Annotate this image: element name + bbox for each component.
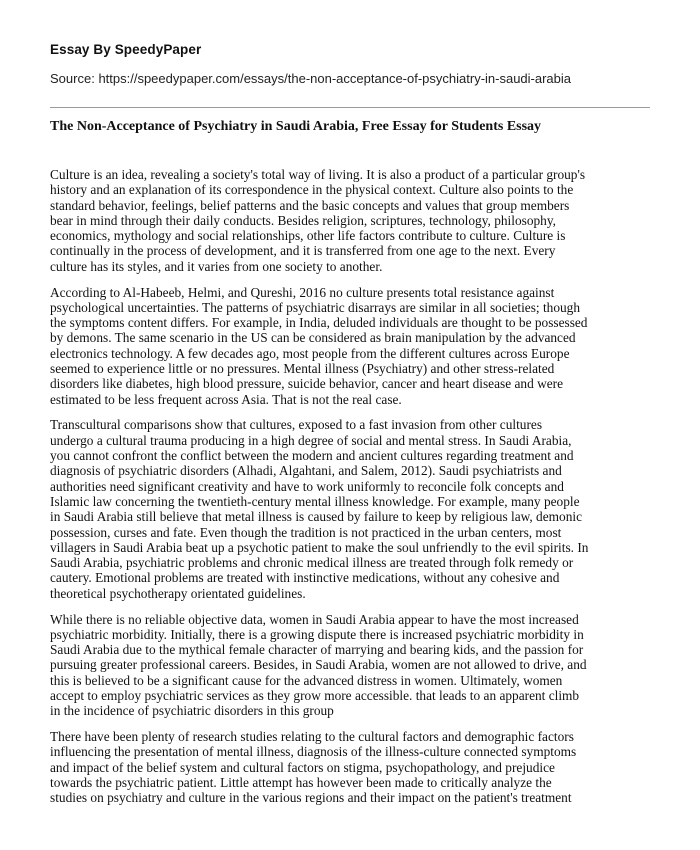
paragraph-4 — [50, 612, 660, 719]
text-line: standard behavior, feelings, belief patterns and the basic concepts and values that group members — [50, 197, 570, 213]
text-line: undergo a cultural trauma producing in a high degree of social and mental stress. In Saudi Arabia, — [50, 432, 572, 448]
text-line: cautery. Emotional problems are treated with instinctive medications, without any cohesive and — [50, 570, 560, 586]
text-line: While there is no reliable objective data, women in Saudi Arabia appear to have the most increased — [50, 611, 579, 627]
text-line: the symptoms content differs. For example, in India, deluded individuals are thought to be possessed — [50, 315, 588, 331]
text-line: Saudi Arabia due to the mythical female character of marrying and bearing kids, and the passion for — [50, 642, 584, 658]
source-label: Source: — [50, 71, 95, 86]
paragraph-2 — [50, 285, 660, 407]
source-url[interactable]: https://speedypaper.com/essays/the-non-acceptance-of-psychiatry-in-saudi-arabia — [98, 71, 572, 86]
text-line: continually in the process of development, and it is transferred from one age to the next. Every — [50, 243, 556, 259]
text-line: psychological uncertainties. The patterns of psychiatric disarrays are similar in all societies; though — [50, 299, 581, 315]
text-line: towards the psychiatric patient. Little attempt has however been made to critically analyze the — [50, 774, 552, 790]
text-line: theoretical psychotherapy orientated guidelines. — [50, 585, 306, 601]
text-line: According to Al-Habeeb, Helmi, and Qureshi, 2016 no culture presents total resistance against — [50, 284, 555, 300]
text-line: and impact of the belief system and cultural factors on stigma, psychopathology, and prejudice — [50, 759, 555, 775]
paragraph-3 — [50, 417, 660, 601]
paragraph-5 — [50, 729, 660, 805]
essay-body — [50, 167, 660, 816]
text-line: studies on psychiatry and culture in the various regions and their impact on the patient's treatment — [50, 790, 572, 806]
text-line: this is believed to be a significant cause for the advanced distress in women. Ultimately, women — [50, 672, 563, 688]
text-line: diagnosis of psychiatric disorders (Alhadi, Algahtani, and Salem, 2012). Saudi psychiatrists and — [50, 463, 562, 479]
header-divider — [50, 107, 650, 108]
text-line: pursuing greater professional careers. Besides, in Saudi Arabia, women are not allowed to drive, and — [50, 657, 587, 673]
text-line: authorities need significant creativity and have to work uniformly to reconcile folk concepts and — [50, 478, 564, 494]
text-line: villagers in Saudi Arabia beat up a psychotic patient to make the soul unfriendly to the evil spirits. In — [50, 539, 589, 555]
text-line: psychiatric morbidity. Initially, there is a growing dispute there is increased psychiatric morbidity in — [50, 626, 584, 642]
source-line — [50, 71, 571, 86]
text-line: economics, mythology and social relationships, other life factors contribute to culture. Culture is — [50, 228, 566, 244]
text-line: you cannot confront the conflict between the modern and ancient cultures regarding treatment and — [50, 448, 574, 464]
text-line: culture has its styles, and it varies from one society to another. — [50, 258, 383, 274]
text-line: estimated to be less frequent across Asia. That is not the real case. — [50, 391, 402, 407]
text-line: disorders like diabetes, high blood pressure, suicide behavior, cancer and heart disease and were — [50, 376, 564, 392]
text-line: Islamic law concerning the twentieth-century mental illness knowledge. For example, many people — [50, 493, 580, 509]
site-title: Essay By SpeedyPaper — [50, 42, 202, 57]
text-line: history and an explanation of its correspondence in the physical context. Culture also points to the — [50, 182, 574, 198]
text-line: in Saudi Arabia still believe that metal illness is caused by failure to keep by religious law, demonic — [50, 509, 583, 525]
text-line: by demons. The same scenario in the US can be considered as brain manipulation by the advanced — [50, 330, 576, 346]
text-line: influencing the presentation of mental illness, diagnosis of the illness-culture connected symptoms — [50, 744, 577, 760]
paragraph-1 — [50, 167, 660, 274]
text-line: Culture is an idea, revealing a society's total way of living. It is also a product of a particular group's — [50, 167, 586, 182]
text-line: electronics technology. A few decades ago, most people from the different cultures across Europe — [50, 345, 570, 361]
essay-title: The Non-Acceptance of Psychiatry in Saudi Arabia, Free Essay for Students Essay — [50, 119, 542, 134]
text-line: accept to employ psychiatric services as they grow more accessible. that leads to an apparent climb — [50, 688, 580, 703]
text-line: There have been plenty of research studies relating to the cultural factors and demographic factors — [50, 729, 574, 745]
text-line: Transcultural comparisons show that cultures, exposed to a fast invasion from other cultures — [50, 417, 543, 433]
text-line: possession, curses and fate. Even though the tradition is not practiced in the urban centers, most — [50, 524, 562, 540]
text-line: in the incidence of psychiatric disorders in this group — [50, 703, 334, 719]
text-line: seemed to experience little or no pressures. Mental illness (Psychiatry) and other stress-related — [50, 361, 555, 377]
text-line: bear in mind through their daily conducts. Besides religion, scriptures, technology, philosophy, — [50, 212, 556, 228]
text-line: Saudi Arabia, psychiatric problems and chronic medical illness are treated through folk remedy or — [50, 555, 574, 571]
